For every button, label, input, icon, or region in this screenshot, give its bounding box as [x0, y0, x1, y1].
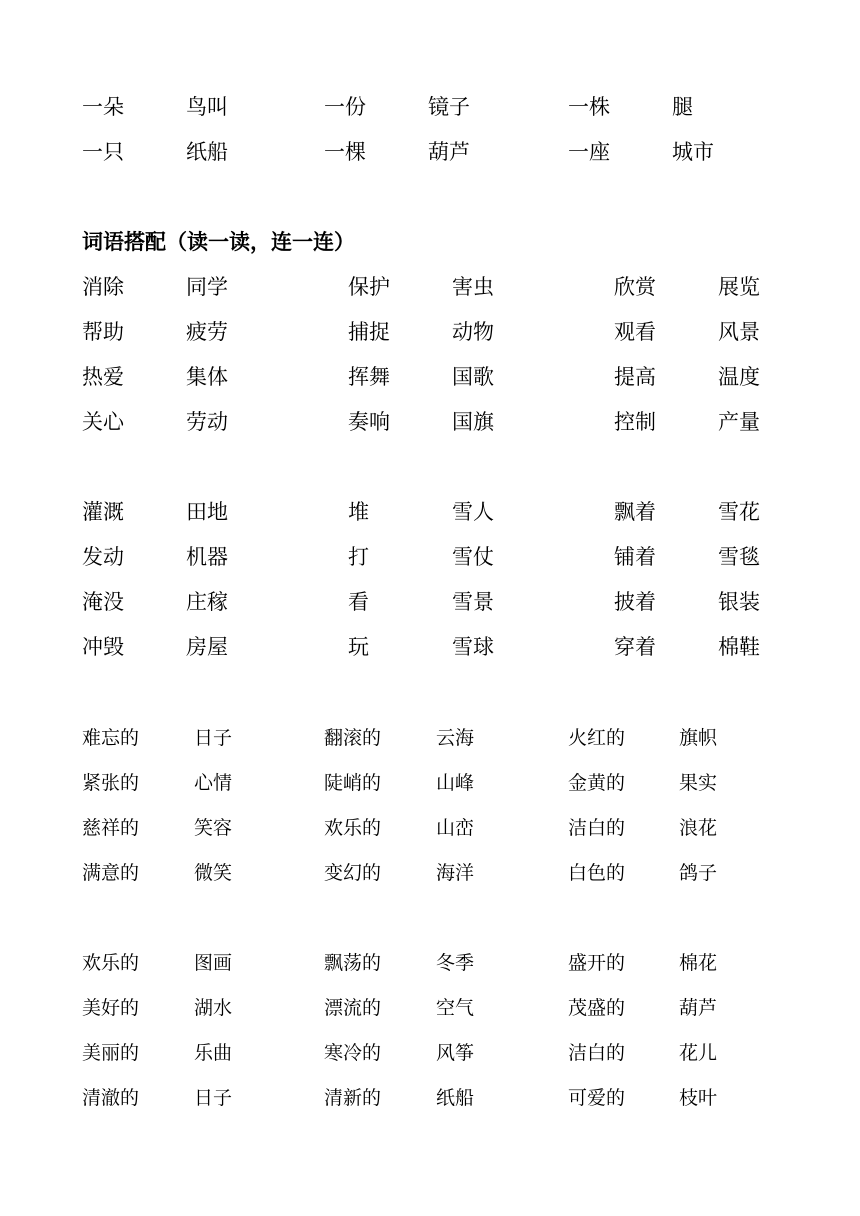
- word-row: [0, 723, 860, 753]
- left-word: 清澈的: [82, 1087, 140, 1109]
- word-row: [0, 858, 860, 888]
- right-word: 城市: [672, 140, 714, 164]
- right-word: 日子: [194, 1087, 233, 1109]
- left-word: 翻滚的: [324, 727, 382, 749]
- left-word: 冲毁: [82, 635, 124, 659]
- word-row: [0, 948, 860, 978]
- left-word: 奏响: [348, 410, 390, 434]
- left-word: 堆: [348, 500, 369, 524]
- right-word: 旗帜: [679, 727, 718, 749]
- left-word: 难忘的: [82, 727, 140, 749]
- left-word: 铺着: [614, 545, 656, 569]
- left-word: 玩: [348, 635, 369, 659]
- left-word: 一座: [568, 140, 610, 164]
- left-word: 帮助: [82, 320, 124, 344]
- left-word: 变幻的: [324, 862, 382, 884]
- right-word: 纸船: [186, 140, 228, 164]
- right-word: 动物: [452, 320, 494, 344]
- right-word: 湖水: [194, 997, 233, 1019]
- left-word: 美好的: [82, 997, 140, 1019]
- right-word: 笑容: [194, 817, 233, 839]
- right-word: 劳动: [186, 410, 228, 434]
- left-word: 一只: [82, 140, 124, 164]
- word-row: [0, 1038, 860, 1068]
- left-word: 洁白的: [568, 817, 626, 839]
- right-word: 镜子: [428, 95, 470, 119]
- left-word: 欢乐的: [82, 952, 140, 974]
- right-word: 浪花: [679, 817, 718, 839]
- left-word: 保护: [348, 275, 390, 299]
- left-word: 提高: [614, 365, 656, 389]
- right-word: 葫芦: [428, 140, 470, 164]
- left-word: 打: [348, 545, 369, 569]
- right-word: 国歌: [452, 365, 494, 389]
- left-word: 一朵: [82, 95, 124, 119]
- right-word: 田地: [186, 500, 228, 524]
- word-row: [0, 407, 860, 437]
- right-word: 庄稼: [186, 590, 228, 614]
- right-word: 产量: [718, 410, 760, 434]
- right-word: 同学: [186, 275, 228, 299]
- right-word: 果实: [679, 772, 718, 794]
- left-word: 披着: [614, 590, 656, 614]
- right-word: 银装: [718, 590, 760, 614]
- left-word: 一棵: [324, 140, 366, 164]
- left-word: 白色的: [568, 862, 626, 884]
- right-word: 雪仗: [452, 545, 494, 569]
- right-word: 疲劳: [186, 320, 228, 344]
- right-word: 雪花: [718, 500, 760, 524]
- left-word: 发动: [82, 545, 124, 569]
- right-word: 山峦: [436, 817, 475, 839]
- left-word: 寒冷的: [324, 1042, 382, 1064]
- left-word: 洁白的: [568, 1042, 626, 1064]
- left-word: 陡峭的: [324, 772, 382, 794]
- right-word: 微笑: [194, 862, 233, 884]
- word-row: [0, 317, 860, 347]
- left-word: 可爱的: [568, 1087, 626, 1109]
- right-word: 云海: [436, 727, 475, 749]
- left-word: 关心: [82, 410, 124, 434]
- right-word: 棉花: [679, 952, 718, 974]
- left-word: 飘着: [614, 500, 656, 524]
- left-word: 挥舞: [348, 365, 390, 389]
- word-row: [0, 587, 860, 617]
- left-word: 看: [348, 590, 369, 614]
- right-word: 乐曲: [194, 1042, 233, 1064]
- right-word: 海洋: [436, 862, 475, 884]
- right-word: 棉鞋: [718, 635, 760, 659]
- word-row: [0, 362, 860, 392]
- word-row: [0, 497, 860, 527]
- left-word: 漂流的: [324, 997, 382, 1019]
- left-word: 消除: [82, 275, 124, 299]
- right-word: 国旗: [452, 410, 494, 434]
- right-word: 雪毯: [718, 545, 760, 569]
- right-word: 雪球: [452, 635, 494, 659]
- left-word: 盛开的: [568, 952, 626, 974]
- left-word: 穿着: [614, 635, 656, 659]
- right-word: 害虫: [452, 275, 494, 299]
- left-word: 一株: [568, 95, 610, 119]
- right-word: 雪人: [452, 500, 494, 524]
- left-word: 热爱: [82, 365, 124, 389]
- word-row: [0, 542, 860, 572]
- left-word: 欣赏: [614, 275, 656, 299]
- left-word: 金黄的: [568, 772, 626, 794]
- right-word: 图画: [194, 952, 233, 974]
- section-heading: 词语搭配（读一读，连一连）: [82, 230, 355, 254]
- right-word: 枝叶: [679, 1087, 718, 1109]
- left-word: 观看: [614, 320, 656, 344]
- left-word: 飘荡的: [324, 952, 382, 974]
- word-row: [0, 137, 860, 167]
- left-word: 美丽的: [82, 1042, 140, 1064]
- right-word: 风筝: [436, 1042, 475, 1064]
- left-word: 欢乐的: [324, 817, 382, 839]
- right-word: 心情: [194, 772, 233, 794]
- left-word: 一份: [324, 95, 366, 119]
- left-word: 火红的: [568, 727, 626, 749]
- right-word: 展览: [718, 275, 760, 299]
- left-word: 淹没: [82, 590, 124, 614]
- right-word: 日子: [194, 727, 233, 749]
- right-word: 温度: [718, 365, 760, 389]
- left-word: 灌溉: [82, 500, 124, 524]
- right-word: 房屋: [186, 635, 228, 659]
- right-word: 花儿: [679, 1042, 718, 1064]
- left-word: 清新的: [324, 1087, 382, 1109]
- right-word: 鸽子: [679, 862, 718, 884]
- left-word: 茂盛的: [568, 997, 626, 1019]
- word-row: [0, 272, 860, 302]
- right-word: 葫芦: [679, 997, 718, 1019]
- right-word: 鸟叫: [186, 95, 228, 119]
- left-word: 满意的: [82, 862, 140, 884]
- right-word: 空气: [436, 997, 475, 1019]
- word-row: [0, 92, 860, 122]
- right-word: 山峰: [436, 772, 475, 794]
- word-row: [0, 632, 860, 662]
- word-row: [0, 993, 860, 1023]
- right-word: 机器: [186, 545, 228, 569]
- word-row: [0, 1083, 860, 1113]
- right-word: 风景: [718, 320, 760, 344]
- word-row: [0, 768, 860, 798]
- right-word: 腿: [672, 95, 693, 119]
- right-word: 冬季: [436, 952, 475, 974]
- right-word: 纸船: [436, 1087, 475, 1109]
- right-word: 集体: [186, 365, 228, 389]
- left-word: 控制: [614, 410, 656, 434]
- word-row: [0, 813, 860, 843]
- left-word: 慈祥的: [82, 817, 140, 839]
- left-word: 紧张的: [82, 772, 140, 794]
- left-word: 捕捉: [348, 320, 390, 344]
- right-word: 雪景: [452, 590, 494, 614]
